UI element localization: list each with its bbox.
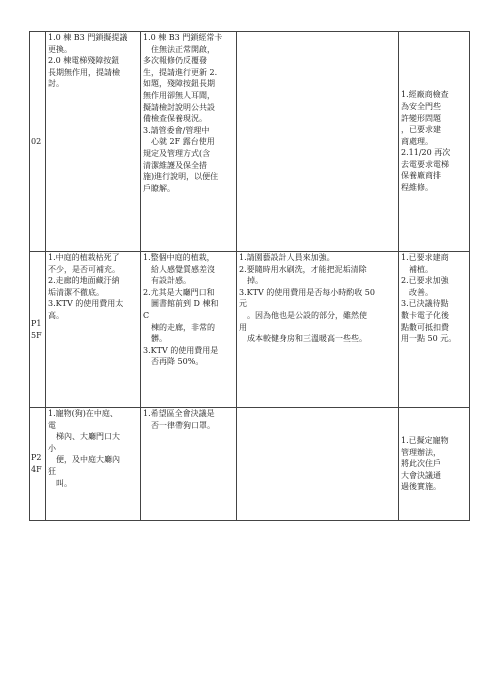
table-row	[30, 32, 470, 252]
detail-cell: 1.整個中庭的植栽， 給人感覺質感差沒 有設計感。 2.尤其是大廳門口和 圖書館前到 D 棟和 C 棟的走廊，非常的 髒。 3.KTV 的使用費用是 否再降 50%。	[141, 252, 237, 408]
row-label: 02	[30, 32, 46, 252]
response-cell: 1.經廠商檢查 為安全門些 許變形問題 ，已要求建 商處理。 2.11/20 再次 去電要求電梯 保養廠商排 程維修。	[399, 32, 470, 252]
suggestion-cell	[237, 408, 399, 521]
detail-cell: 1.希望區全會決議是 否一律帶狗口罩。	[141, 408, 237, 521]
suggestion-cell	[237, 32, 399, 252]
issue-cell: 1.寵物(狗)在中庭、 電 梯內、大廳門口大 小 便，及中庭大廳內 狂 叫。	[46, 408, 141, 521]
table-row	[30, 408, 470, 521]
issue-cell: 1.中庭的植栽枯死了 不少，是否可補充。 2.走廊的地面藏汙納 垢清潔不徹底。 3.KTV 的使用費用太 高。	[46, 252, 141, 408]
issue-cell: 1.0 棟 B3 門鎖擬提議 更換。 2.0 棟電梯殘障按鈕 長期無作用，提請檢 討。	[46, 32, 141, 252]
row-label: P1 5F	[30, 252, 46, 408]
response-cell: 1.已要求建商 補植。 2.已要求加強 改善。 3.已決議待點 數卡電子化後 點數可抵扣費 用一點 50 元。	[399, 252, 470, 408]
suggestion-cell: 1.請園藝設計人員來加強。 2.要隨時用水刷洗，才能把泥垢清除 掉。 3.KTV 的使用費用是否每小時酌收 50 元 。因為他也是公設的部分，雖然使 用 成本較健身房和三溫暖高一些些。	[237, 252, 399, 408]
row-label: P2 4F	[30, 408, 46, 521]
response-cell: 1.已擬定寵物 管理辦法， 將此次住戶 大會決議通 過後實施。	[399, 408, 470, 521]
table-row	[30, 252, 470, 408]
detail-cell: 1.0 棟 B3 門鎖經常卡 住無法正常開啟， 多次報修仍反覆發 生，提請進行更新 2. 如題，殘障按鈕長期 無作用卻無人耳聞， 擬請檢討說明公共設 備檢查保養現況。 3.請管委會/管理中 心就 2F 露台使用 規定及管理方式(含 清潔維護及保全措 施)進行說明，以便住 戶瞭解。	[141, 32, 237, 252]
meeting-table	[29, 31, 470, 521]
